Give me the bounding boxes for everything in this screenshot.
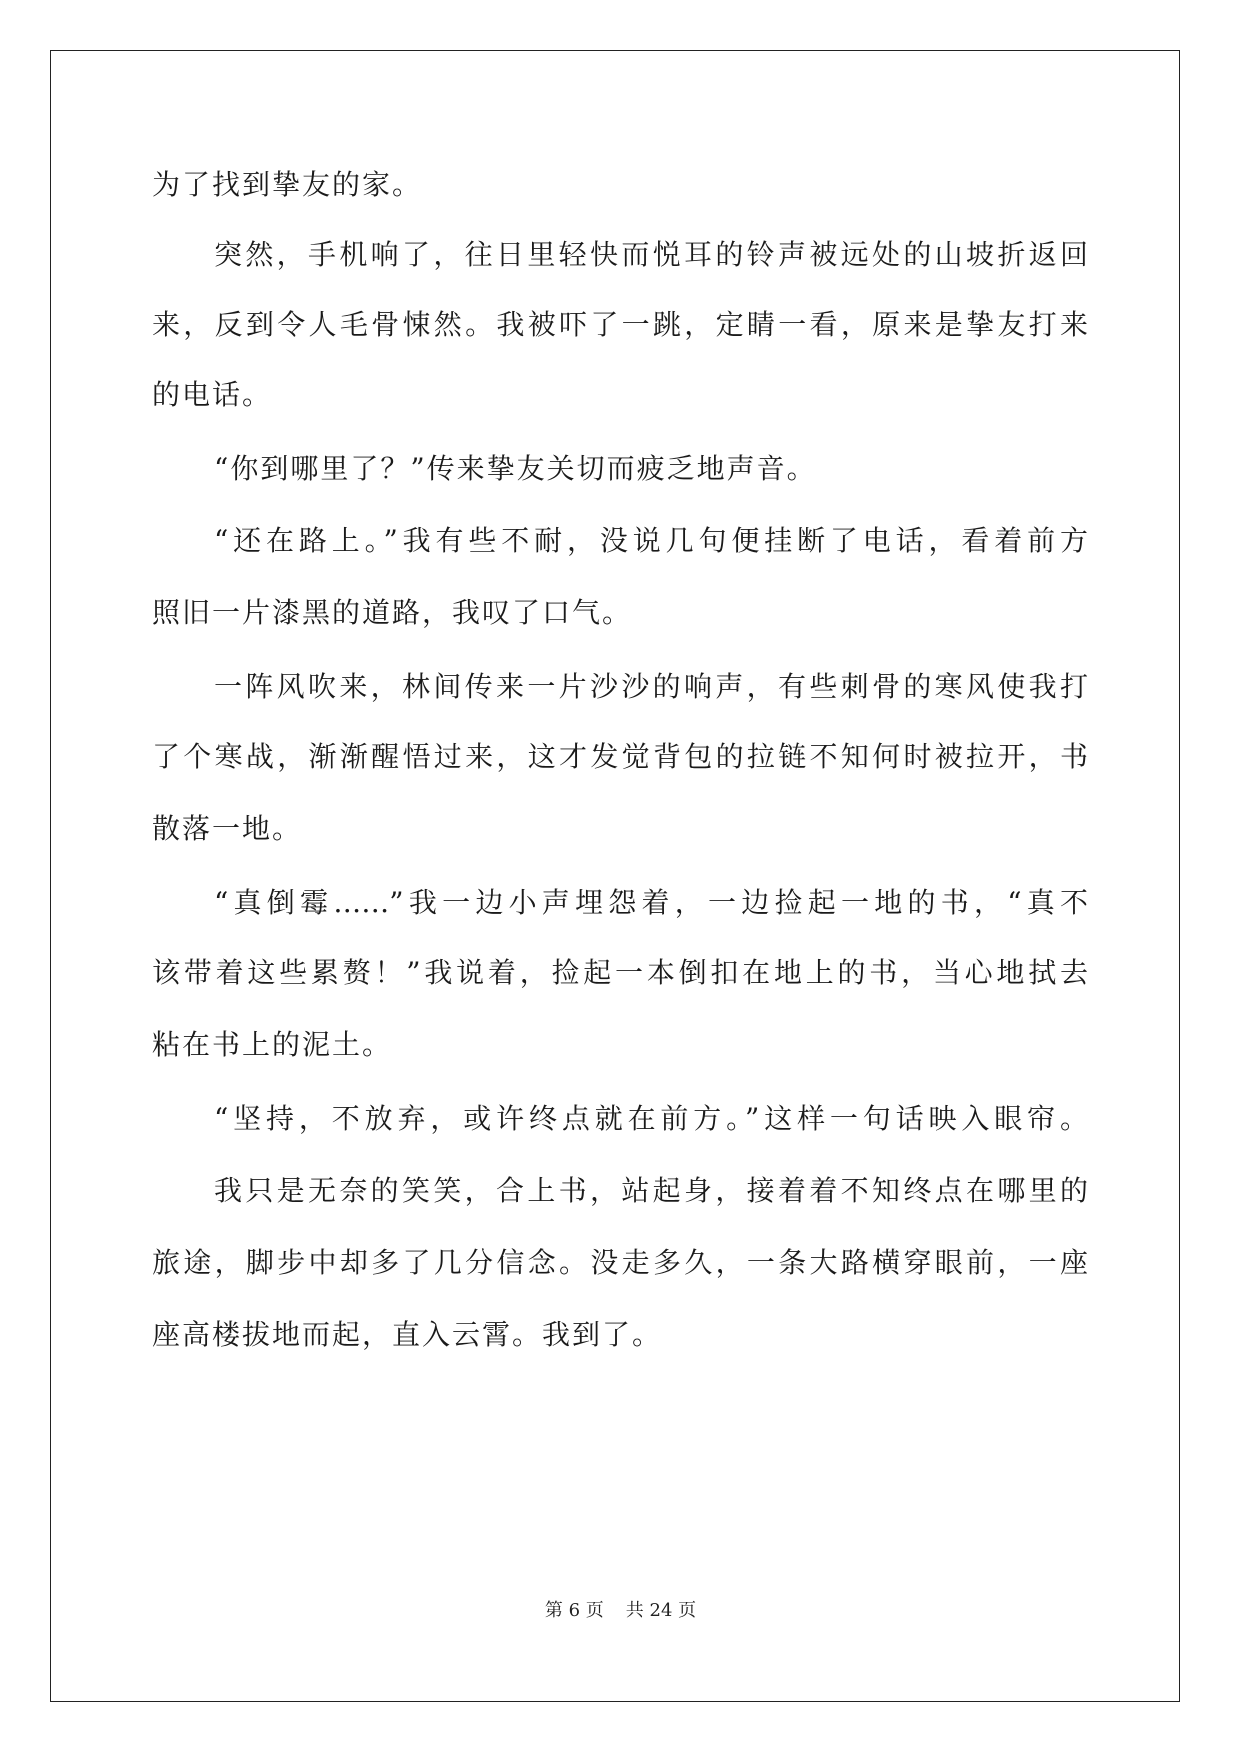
text-line: 粘在书上的泥土。 [152,1028,393,1061]
page-border [50,50,1180,1702]
text-line: 来，反到令人毛骨悚然。我被吓了一跳，定睛一看，原来是挚友打来 [152,308,1088,341]
text-line: 座高楼拔地而起，直入云霄。我到了。 [152,1318,663,1351]
text-line: 该带着这些累赘！”我说着，捡起一本倒扣在地上的书，当心地拭去 [152,956,1088,989]
text-line: “坚持，不放弃，或许终点就在前方。”这样一句话映入眼帘。 [214,1102,1088,1135]
page-number: 第 6 页 [544,1600,604,1621]
text-line: 突然，手机响了，往日里轻快而悦耳的铃声被远处的山坡折返回 [214,238,1088,271]
text-line: “真倒霉……”我一边小声埋怨着，一边捡起一地的书，“真不 [214,886,1088,919]
text-line: 了个寒战，渐渐醒悟过来，这才发觉背包的拉链不知何时被拉开，书 [152,740,1088,773]
text-line: 为了找到挚友的家。 [152,168,423,201]
page-total: 共 24 页 [625,1600,697,1621]
text-line: 旅途，脚步中却多了几分信念。没走多久，一条大路横穿眼前，一座 [152,1246,1088,1279]
text-line: “你到哪里了？”传来挚友关切而疲乏地声音。 [214,452,817,485]
page-footer [0,1596,1241,1622]
text-line: 的电话。 [152,378,273,411]
text-line: 散落一地。 [152,812,303,845]
text-line: 照旧一片漆黑的道路，我叹了口气。 [152,596,633,629]
text-line: 我只是无奈的笑笑，合上书，站起身，接着着不知终点在哪里的 [214,1174,1088,1207]
text-line: “还在路上。”我有些不耐，没说几句便挂断了电话，看着前方 [214,524,1088,557]
text-line: 一阵风吹来，林间传来一片沙沙的响声，有些刺骨的寒风使我打 [214,670,1088,703]
